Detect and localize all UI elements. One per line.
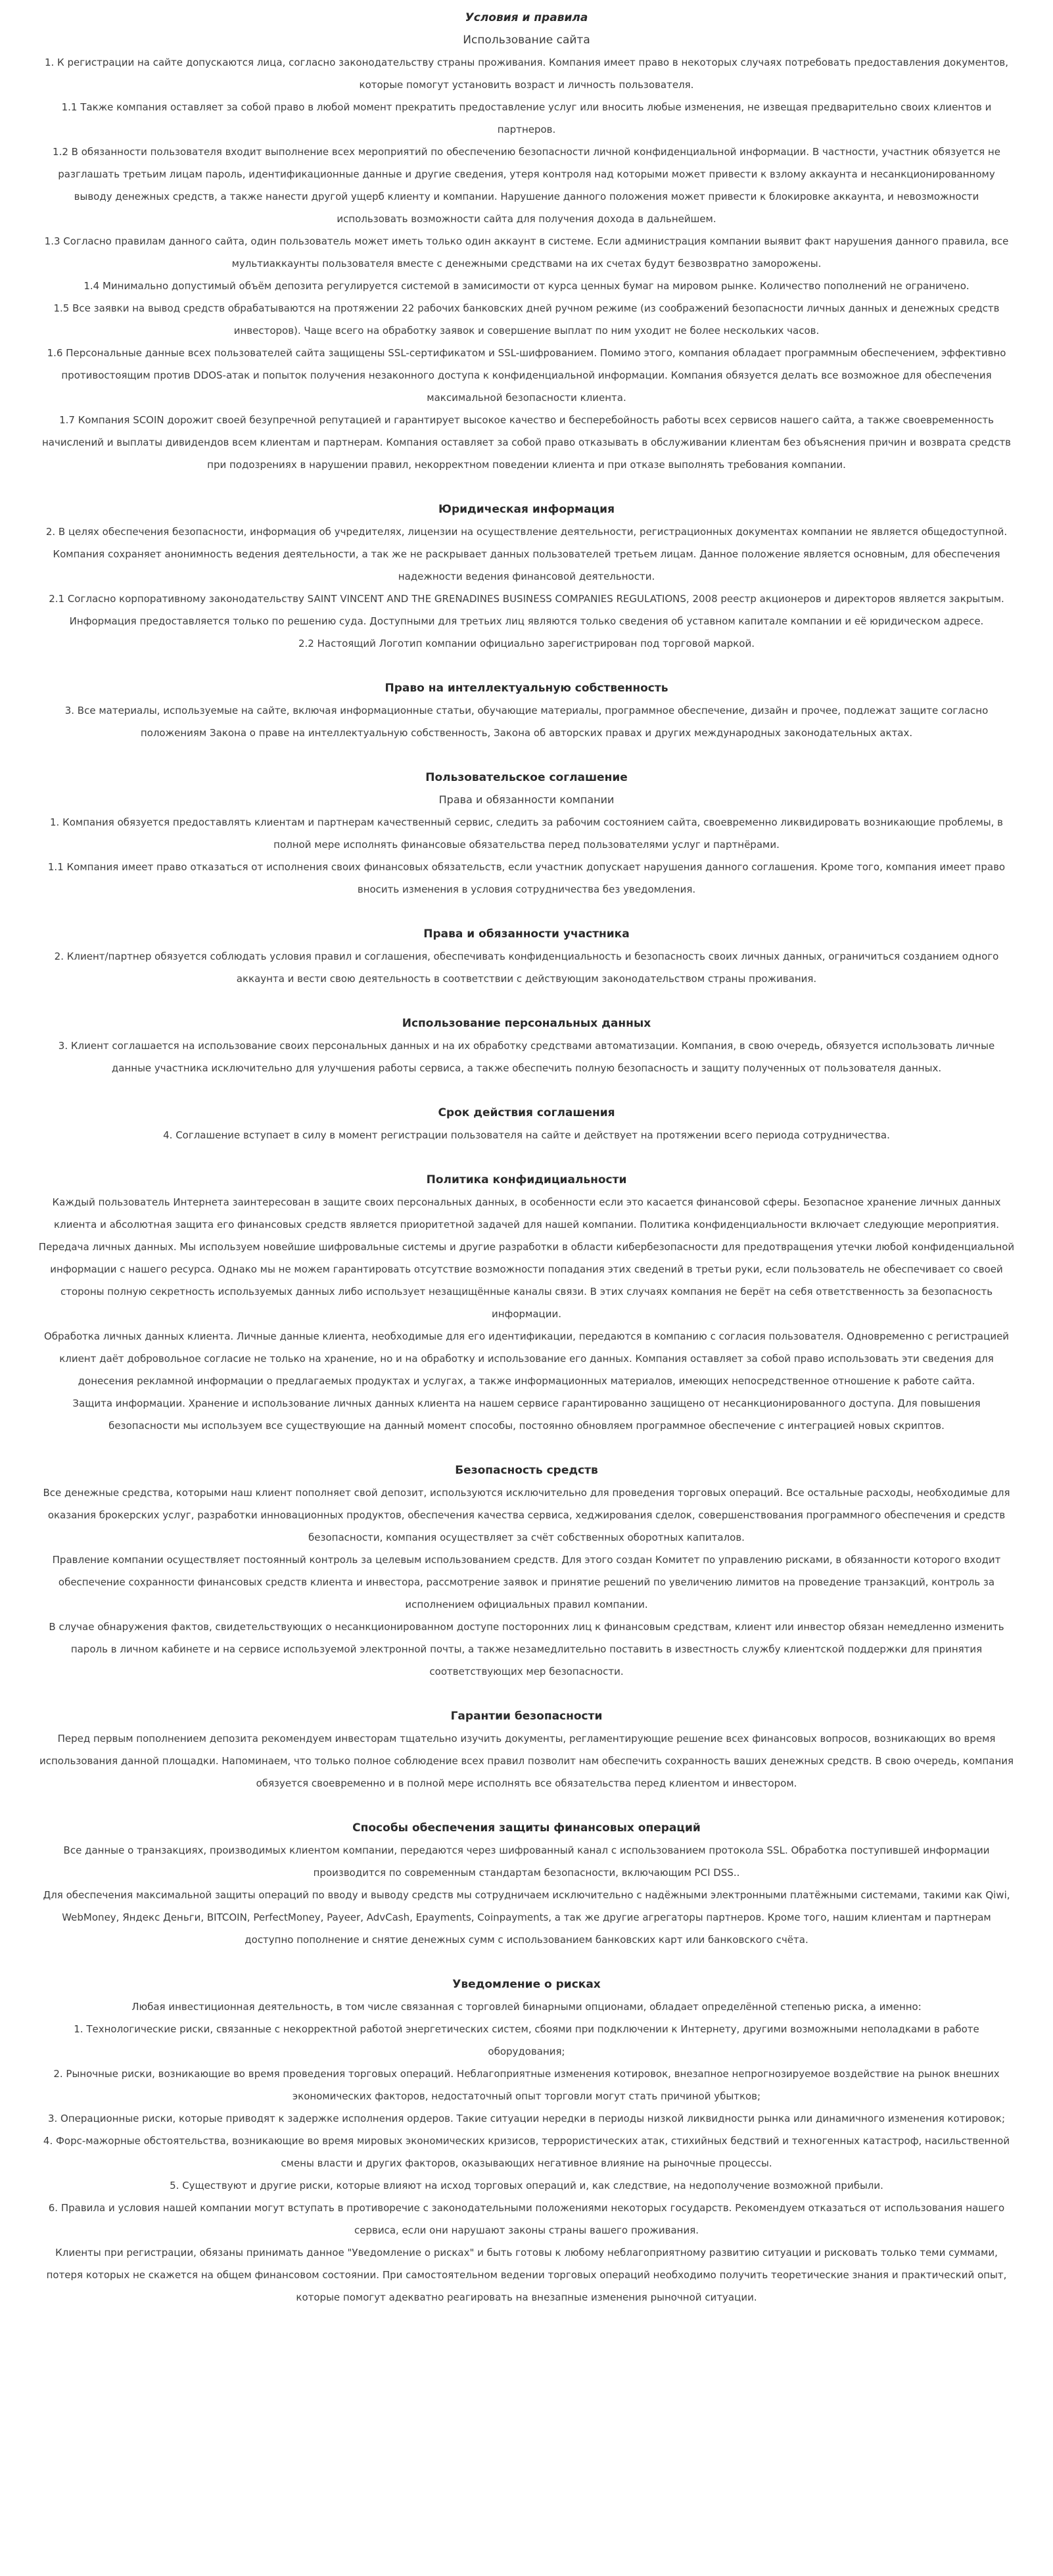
section-heading: Уведомление о рисках [452, 1978, 601, 1991]
paragraph: 4. Соглашение вступает в силу в момент регистрации пользователя на сайте и действует на протяжении всего периода сотрудничества. [163, 1129, 890, 1141]
paragraph: 1.1 Компания имеет право отказаться от исполнения своих финансовых обязательств, если участник допускает нарушения данного соглашения. Кроме того, компания имеет право вносить изменения в условия сотрудничества без уведомления. [47, 861, 1006, 895]
section [38, 29, 1015, 476]
paragraph: 3. Клиент соглашается на использование своих персональных данных и на их обработку средствами автоматизации. Компания, в свою очередь, обязуется использовать личные данные участника исключительно для улучшения работы сервиса, а также обеспечить полную безопасность и защиту полученных от пользователя данных. [58, 1040, 995, 1074]
paragraph: 2. Клиент/партнер обязуется соблюдать условия правил и соглашения, обеспечивать конфиденциальность и безопасность своих личных данных, ограничиться созданием одного аккаунта и вести свою деятельность в соответствии с действующим законодательством страны проживания. [54, 950, 999, 985]
paragraph: 1. Технологические риски, связанные с некорректной работой энергетических систем, сбоями при подключении к Интернету, другими возможными неполадками в работе оборудования; [74, 2023, 979, 2057]
paragraph: Передача личных данных. Мы используем новейшие шифровальные системы и другие разработки в области кибербезопасности для предотвращения утечки любой конфиденциальной информации с нашего ресурса. Однако мы не можем гарантировать отсутствие возможности попадания этих сведений в третьи руки, если пользователь не обеспечивает со своей стороны полную секретность используемых данных либо использует незащищённые каналы связи. В этих случаях компания не берёт на себя ответственность за безопасность информации. [38, 1241, 1015, 1320]
paragraph: Все денежные средства, которыми наш клиент пополняет свой депозит, используются исключительно для проведения торговых операций. Все остальные расходы, необходимые для оказания брокерских услуг, разработки инновационных продуктов, обеспечения качества сервиса, хеджирования сделок, совершенствования программного обеспечения и средств безопасности, компания осуществляет за счёт собственных оборотных капиталов. [43, 1487, 1010, 1543]
paragraph: 1.3 Согласно правилам данного сайта, один пользователь может иметь только один аккаунт в системе. Если администрация компании выявит факт нарушения данного правила, все мультиаккаунты пользователя вместе с денежными средствами на их счетах будут безвозвратно заморожены. [44, 235, 1009, 269]
paragraph: 3. Все материалы, используемые на сайте, включая информационные статьи, обучающие материалы, программное обеспечение, дизайн и прочее, подлежат защите согласно положениям Закона о праве на интеллектуальную собственность, Закона об авторских правах и других международных законодательных актах. [64, 705, 989, 739]
paragraph: Клиенты при регистрации, обязаны принимать данное "Уведомление о рисках" и быть готовы к любому неблагоприятному развитию ситуации и рисковать только теми суммами, потеря которых не скажется на общем финансовом состоянии. При самостоятельном ведении торговых операций необходимо получить теоретические знания и практический опыт, которые помогут адекватно реагировать на внезапные изменения рыночной ситуации. [46, 2247, 1007, 2303]
section-subheading: Права и обязанности компании [438, 793, 615, 806]
sections [38, 29, 1015, 2308]
section-heading: Использование сайта [463, 34, 590, 47]
paragraph: Каждый пользователь Интернета заинтересован в защите своих персональных данных, в особенности если это касается финансовой сферы. Безопасное хранение личных данных клиента и абсолютная защита его финансовых средств является приоритетной задачей для нашей компании. Политика конфиденциальности включает следующие мероприятия. [52, 1196, 1001, 1230]
paragraph: Обработка личных данных клиента. Личные данные клиента, необходимые для его идентификации, передаются в компанию с согласия пользователя. Одновременно с регистрацией клиент даёт добровольное согласие не только на хранение, но и на обработку и использование его данных. Компания оставляет за собой право использовать эти сведения для донесения рекламной информации о предлагаемых продуктах и услугах, а также информационных материалов, имеющих непосредственное отношение к работе сайта. [43, 1330, 1010, 1387]
paragraph: 2. В целях обеспечения безопасности, информация об учредителях, лицензии на осуществление деятельности, регистрационных документах компании не является общедоступной. Компания сохраняет анонимность ведения деятельности, а так же не раскрывает данных пользователей третьем лицам. Данное положение является основным, для обеспечения надежности ведения финансовой деятельности. [45, 526, 1008, 582]
paragraph: 3. Операционные риски, которые приводят к задержке исполнения ордеров. Такие ситуации нередки в периоды низкой ликвидности рынка или динамичного изменения котировок; [47, 2113, 1006, 2124]
paragraph: 5. Существуют и другие риски, которые влияют на исход торговых операций и, как следствие, на недополучение возможной прибыли. [170, 2180, 883, 2191]
section [38, 677, 1015, 744]
section-heading: Политика конфидициальности [426, 1173, 627, 1186]
section [38, 1012, 1015, 1079]
paragraph: 2. Рыночные риски, возникающие во время проведения торговых операций. Неблагоприятные изменения котировок, внезапное непрогнозируемое воздействие на рынок внешних экономических факторов, недостаточный опыт торговли могут стать причиной убытков; [53, 2068, 1000, 2102]
paragraph: 6. Правила и условия нашей компании могут вступать в противоречие с законодательными положениями некоторых государств. Рекомендуем отказаться от использования нашего сервиса, если они нарушают законы страны вашего проживания. [48, 2202, 1005, 2236]
section [38, 1169, 1015, 1437]
section-heading: Юридическая информация [438, 503, 615, 516]
paragraph: Правление компании осуществляет постоянный контроль за целевым использованием средств. Для этого создан Комитет по управлению рисками, в обязанности которого входит обеспечение сохранности финансовых средств клиента и инвестора, рассмотрение заявок и принятие решений по увеличению лимитов на проведение транзакций, контроль за исполнением официальных правил компании. [52, 1554, 1001, 1610]
section-heading: Безопасность средств [455, 1464, 598, 1477]
paragraph: 1. Компания обязуется предоставлять клиентам и партнерам качественный сервис, следить за рабочим состоянием сайта, своевременно ликвидировать возникающие проблемы, в полной мере исполнять финансовые обязательства перед пользователями услуг и партнёрами. [50, 816, 1003, 851]
section-heading: Способы обеспечения защиты финансовых операций [352, 1821, 701, 1835]
paragraph: Все данные о транзакциях, производимых клиентом компании, передаются через шифрованный канал с использованием протокола SSL. Обработка поступившей информации производится по современным стандартам безопасности, включающим PCI DSS.. [63, 1844, 990, 1879]
section [38, 1817, 1015, 1951]
section-heading: Срок действия соглашения [438, 1106, 615, 1119]
section-heading: Пользовательское соглашение [425, 771, 628, 784]
section-heading: Права и обязанности участника [423, 927, 630, 941]
section [38, 1459, 1015, 1683]
section [38, 923, 1015, 990]
section-heading: Право на интеллектуальную собственность [385, 682, 668, 695]
section [38, 1705, 1015, 1794]
paragraph: Любая инвестиционная деятельность, в том числе связанная с торговлей бинарными опционами, обладает определённой степенью риска, а именно: [131, 2001, 922, 2013]
paragraph: 1.5 Все заявки на вывод средств обрабатываются на протяжении 22 рабочих банковских дней ручном режиме (из соображений безопасности личных данных и денежных средств инвесторов). Чаще всего на обработку заявок и совершение выплат по ним уходит не более нескольких часов. [53, 302, 1000, 337]
paragraph: 1.2 В обязанности пользователя входит выполнение всех мероприятий по обеспечению безопасности личной конфиденциальной информации. В частности, участник обязуется не разглашать третьим лицам пароль, идентификационные данные и другие сведения, утеря контроля над которыми может привести к взлому аккаунта и несанкционированному выводу денежных средств, а также нанести другой ущерб клиенту и компании. Нарушение данного положения может привести к блокировке аккаунта, и невозможности использовать возможности сайта для получения дохода в дальнейшем. [53, 146, 1000, 225]
paragraph: 1.6 Персональные данные всех пользователей сайта защищены SSL-сертификатом и SSL-шифрованием. Помимо этого, компания обладает программным обеспечением, эффективно противостоящим против DDOS-атак и попыток получения незаконного доступа к конфиденциальной информации. Компания обязуется делать все возможное для обеспечения максимальной безопасности клиента. [47, 347, 1006, 404]
section [38, 766, 1015, 901]
paragraph: 4. Форс-мажорные обстоятельства, возникающие во время мировых экономических кризисов, террористических атак, стихийных бедствий и техногенных катастроф, насильственной смены власти и других факторов, оказывающих негативное влияние на рыночные процессы. [43, 2135, 1010, 2169]
paragraph: 1. К регистрации на сайте допускаются лица, согласно законодательству страны проживания. Компания имеет право в некоторых случаях потребовать предоставления документов, которые помогут установить возраст и личность пользователя. [44, 57, 1009, 91]
section [38, 1102, 1015, 1146]
paragraph: 1.7 Компания SCOIN дорожит своей безупречной репутацией и гарантирует высокое качество и бесперебойность работы всех сервисов нашего сайта, а также своевременность начислений и выплаты дивидендов всем клиентам и партнерам. Компания оставляет за собой право отказывать в обслуживании клиентам без объяснения причин и возврата средств при подозрениях в нарушении правил, некорректном поведении клиента и при отказе выполнять требования компании. [41, 414, 1012, 471]
paragraph: Защита информации. Хранение и использование личных данных клиента на нашем сервисе гарантированно защищено от несанкционированного доступа. Для повышения безопасности мы используем все существующие на данный момент способы, постоянно обновляем программное обеспечение с интеграцией новых скриптов. [72, 1397, 981, 1432]
paragraph: В случае обнаружения фактов, свидетельствующих о несанкционированном доступе посторонних лиц к финансовым средствам, клиент или инвестор обязан немедленно изменить пароль в личном кабинете и на сервисе используемой электронной почты, а также незамедлительно поставить в известность службу клиентской поддержки для принятия соответствующих мер безопасности. [49, 1621, 1004, 1677]
section-heading: Использование персональных данных [402, 1017, 651, 1030]
section-heading: Гарантии безопасности [450, 1710, 603, 1723]
paragraph: Перед первым пополнением депозита рекомендуем инвесторам тщательно изучить документы, регламентирующие решение всех финансовых вопросов, возникающих во время использования данной площадки. Напоминаем, что только полное соблюдение всех правил позволит нам обеспечить сохранность ваших денежных средств. В свою очередь, компания обязуется своевременно и в полной мере исполнять все обязательства перед клиентом и инвестором. [39, 1733, 1014, 1789]
paragraph: Для обеспечения максимальной защиты операций по вводу и выводу средств мы сотрудничаем исключительно с надёжными электронными платёжными системами, такими как Qiwi, WebMoney, Яндекс Деньги, BITCOIN, PerfectMoney, Payeer, AdvCash, Epayments, Coinpayments, а так же другие агрегаторы партнеров. Кроме того, нашим клиентам и партнерам доступно пополнение и снятие денежных сумм с использованием банковских карт или банковского счёта. [43, 1889, 1010, 1946]
section [38, 1973, 1015, 2308]
section [38, 498, 1015, 655]
paragraph: 1.1 Также компания оставляет за собой право в любой момент прекратить предоставление услуг или вносить любые изменения, не извещая предварительно своих клиентов и партнеров. [61, 101, 992, 135]
paragraph: 2.2 Настоящий Логотип компании официально зарегистрирован под торговой маркой. [298, 638, 755, 649]
page-title: Условия и правила [465, 11, 588, 24]
paragraph: 1.4 Минимально допустимый объём депозита регулируется системой в замисимости от курса ценных бумаг на мировом рынке. Количество пополнений не ограничено. [83, 280, 970, 292]
paragraph: 2.1 Согласно корпоративному законодательству SAINT VINCENT AND THE GRENADINES BUSINESS COMPANIES REGULATIONS, 2008 реестр акционеров и директоров является закрытым. Информация предоставляется только по решению суда. Доступными для третьих лиц являются только сведения об уставном капитале компании и её юридическом адресе. [49, 593, 1004, 627]
